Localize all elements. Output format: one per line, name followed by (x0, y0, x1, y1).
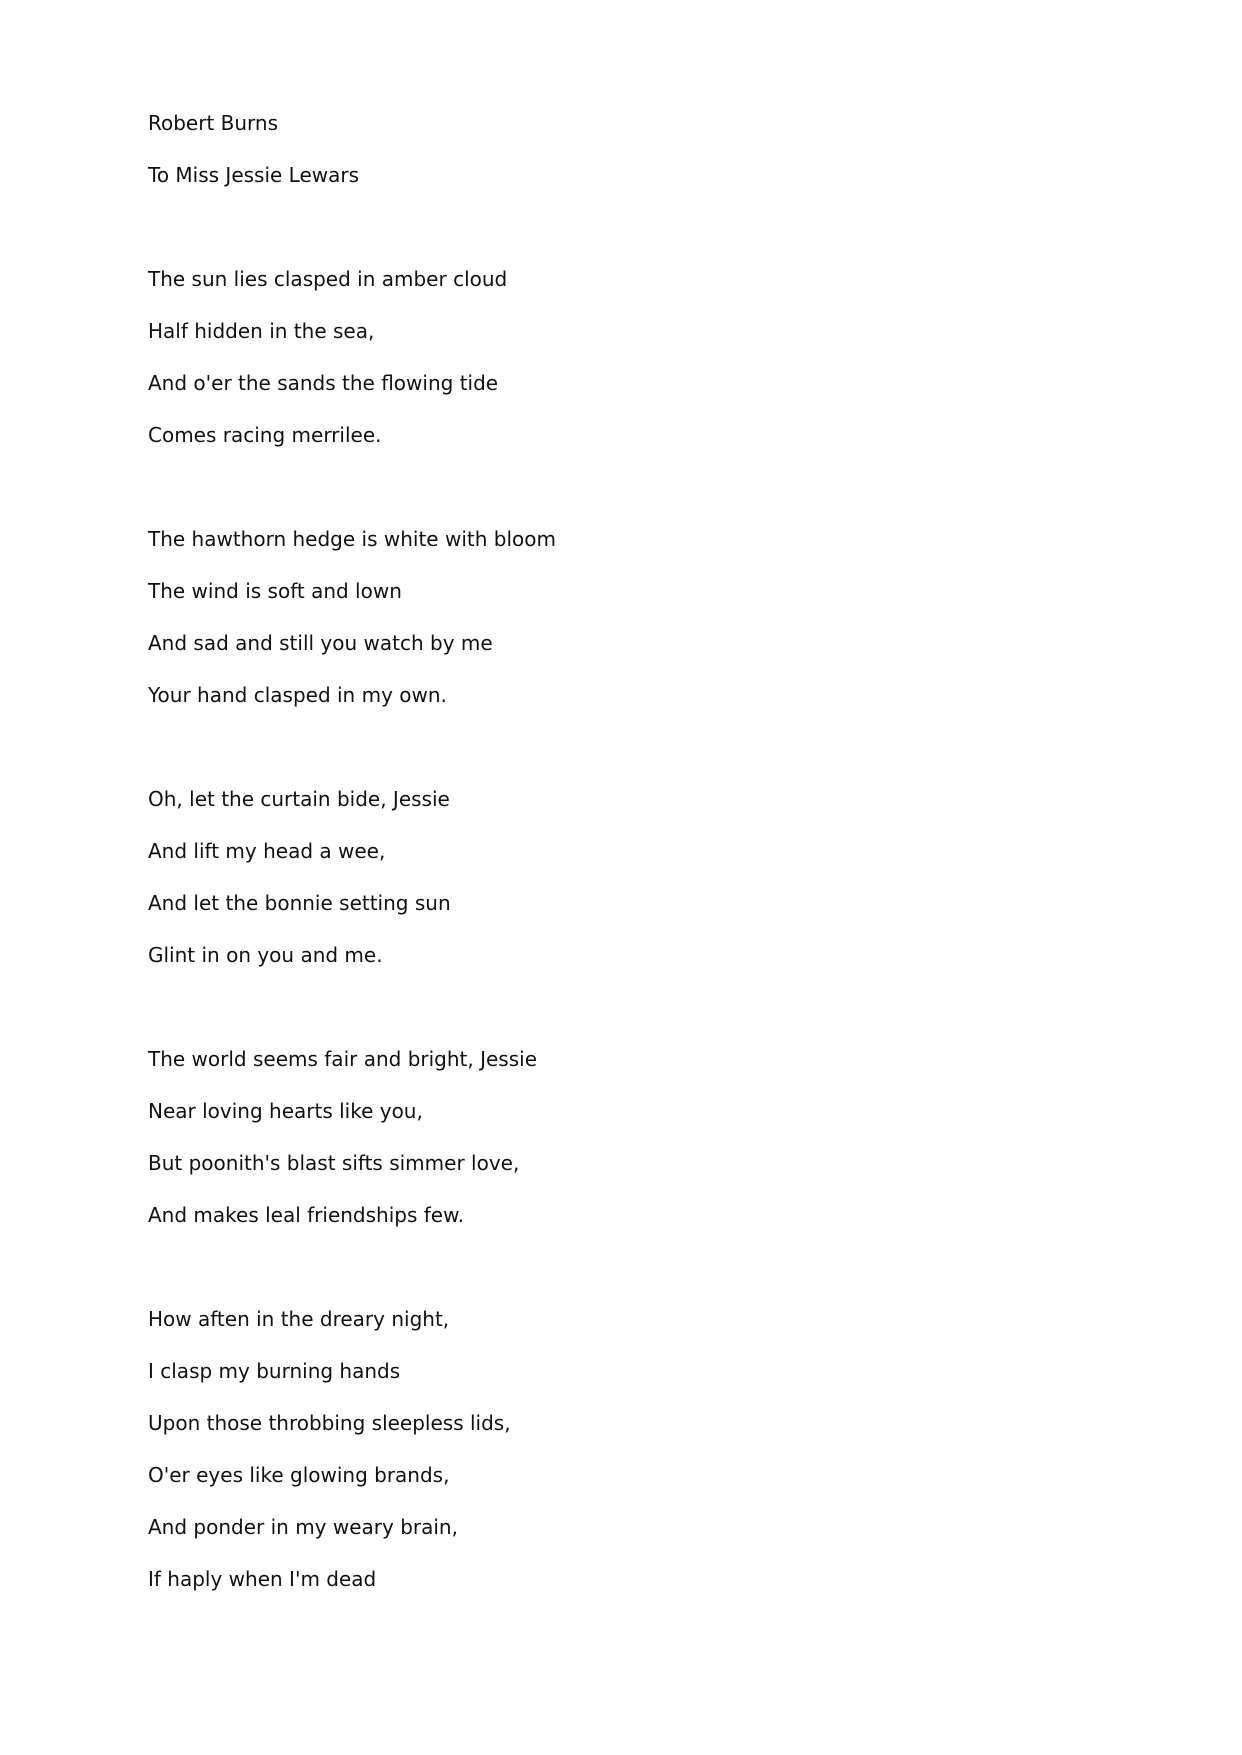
verse-line: The wind is soft and lown (148, 579, 402, 603)
verse-line: Near loving hearts like you, (148, 1099, 423, 1123)
spacer (148, 994, 1148, 1046)
verse-line: If haply when I'm dead (148, 1567, 377, 1591)
stanza-3 (148, 786, 1148, 994)
spacer (148, 1254, 1148, 1306)
poem-text (148, 110, 1148, 1618)
verse-line: I clasp my burning hands (148, 1359, 401, 1383)
verse-line: And ponder in my weary brain, (148, 1515, 458, 1539)
stanza-1 (148, 266, 1148, 474)
verse-line: Your hand clasped in my own. (148, 683, 447, 707)
verse-line: How aften in the dreary night, (148, 1307, 450, 1331)
verse-line: And o'er the sands the flowing tide (148, 371, 499, 395)
verse-line: Oh, let the curtain bide, Jessie (148, 787, 450, 811)
stanza-4 (148, 1046, 1148, 1254)
verse-line: And sad and still you watch by me (148, 631, 493, 655)
stanza-5 (148, 1306, 1148, 1618)
verse-line: And lift my head a wee, (148, 839, 386, 863)
spacer (148, 474, 1148, 526)
verse-line: Upon those throbbing sleepless lids, (148, 1411, 511, 1435)
spacer (148, 734, 1148, 786)
verse-line: The world seems fair and bright, Jessie (148, 1047, 537, 1071)
verse-line: But poonith's blast sifts simmer love, (148, 1151, 520, 1175)
spacer (148, 214, 1148, 266)
verse-line: Comes racing merrilee. (148, 423, 382, 447)
verse-line: O'er eyes like glowing brands, (148, 1463, 450, 1487)
verse-line: And makes leal friendships few. (148, 1203, 464, 1227)
verse-line: The hawthorn hedge is white with bloom (148, 527, 556, 551)
verse-line: Half hidden in the sea, (148, 319, 375, 343)
stanza-2 (148, 526, 1148, 734)
verse-line: Glint in on you and me. (148, 943, 383, 967)
author-line: Robert Burns (148, 111, 279, 135)
poem-title: To Miss Jessie Lewars (148, 163, 360, 187)
verse-line: The sun lies clasped in amber cloud (148, 267, 508, 291)
verse-line: And let the bonnie setting sun (148, 891, 451, 915)
